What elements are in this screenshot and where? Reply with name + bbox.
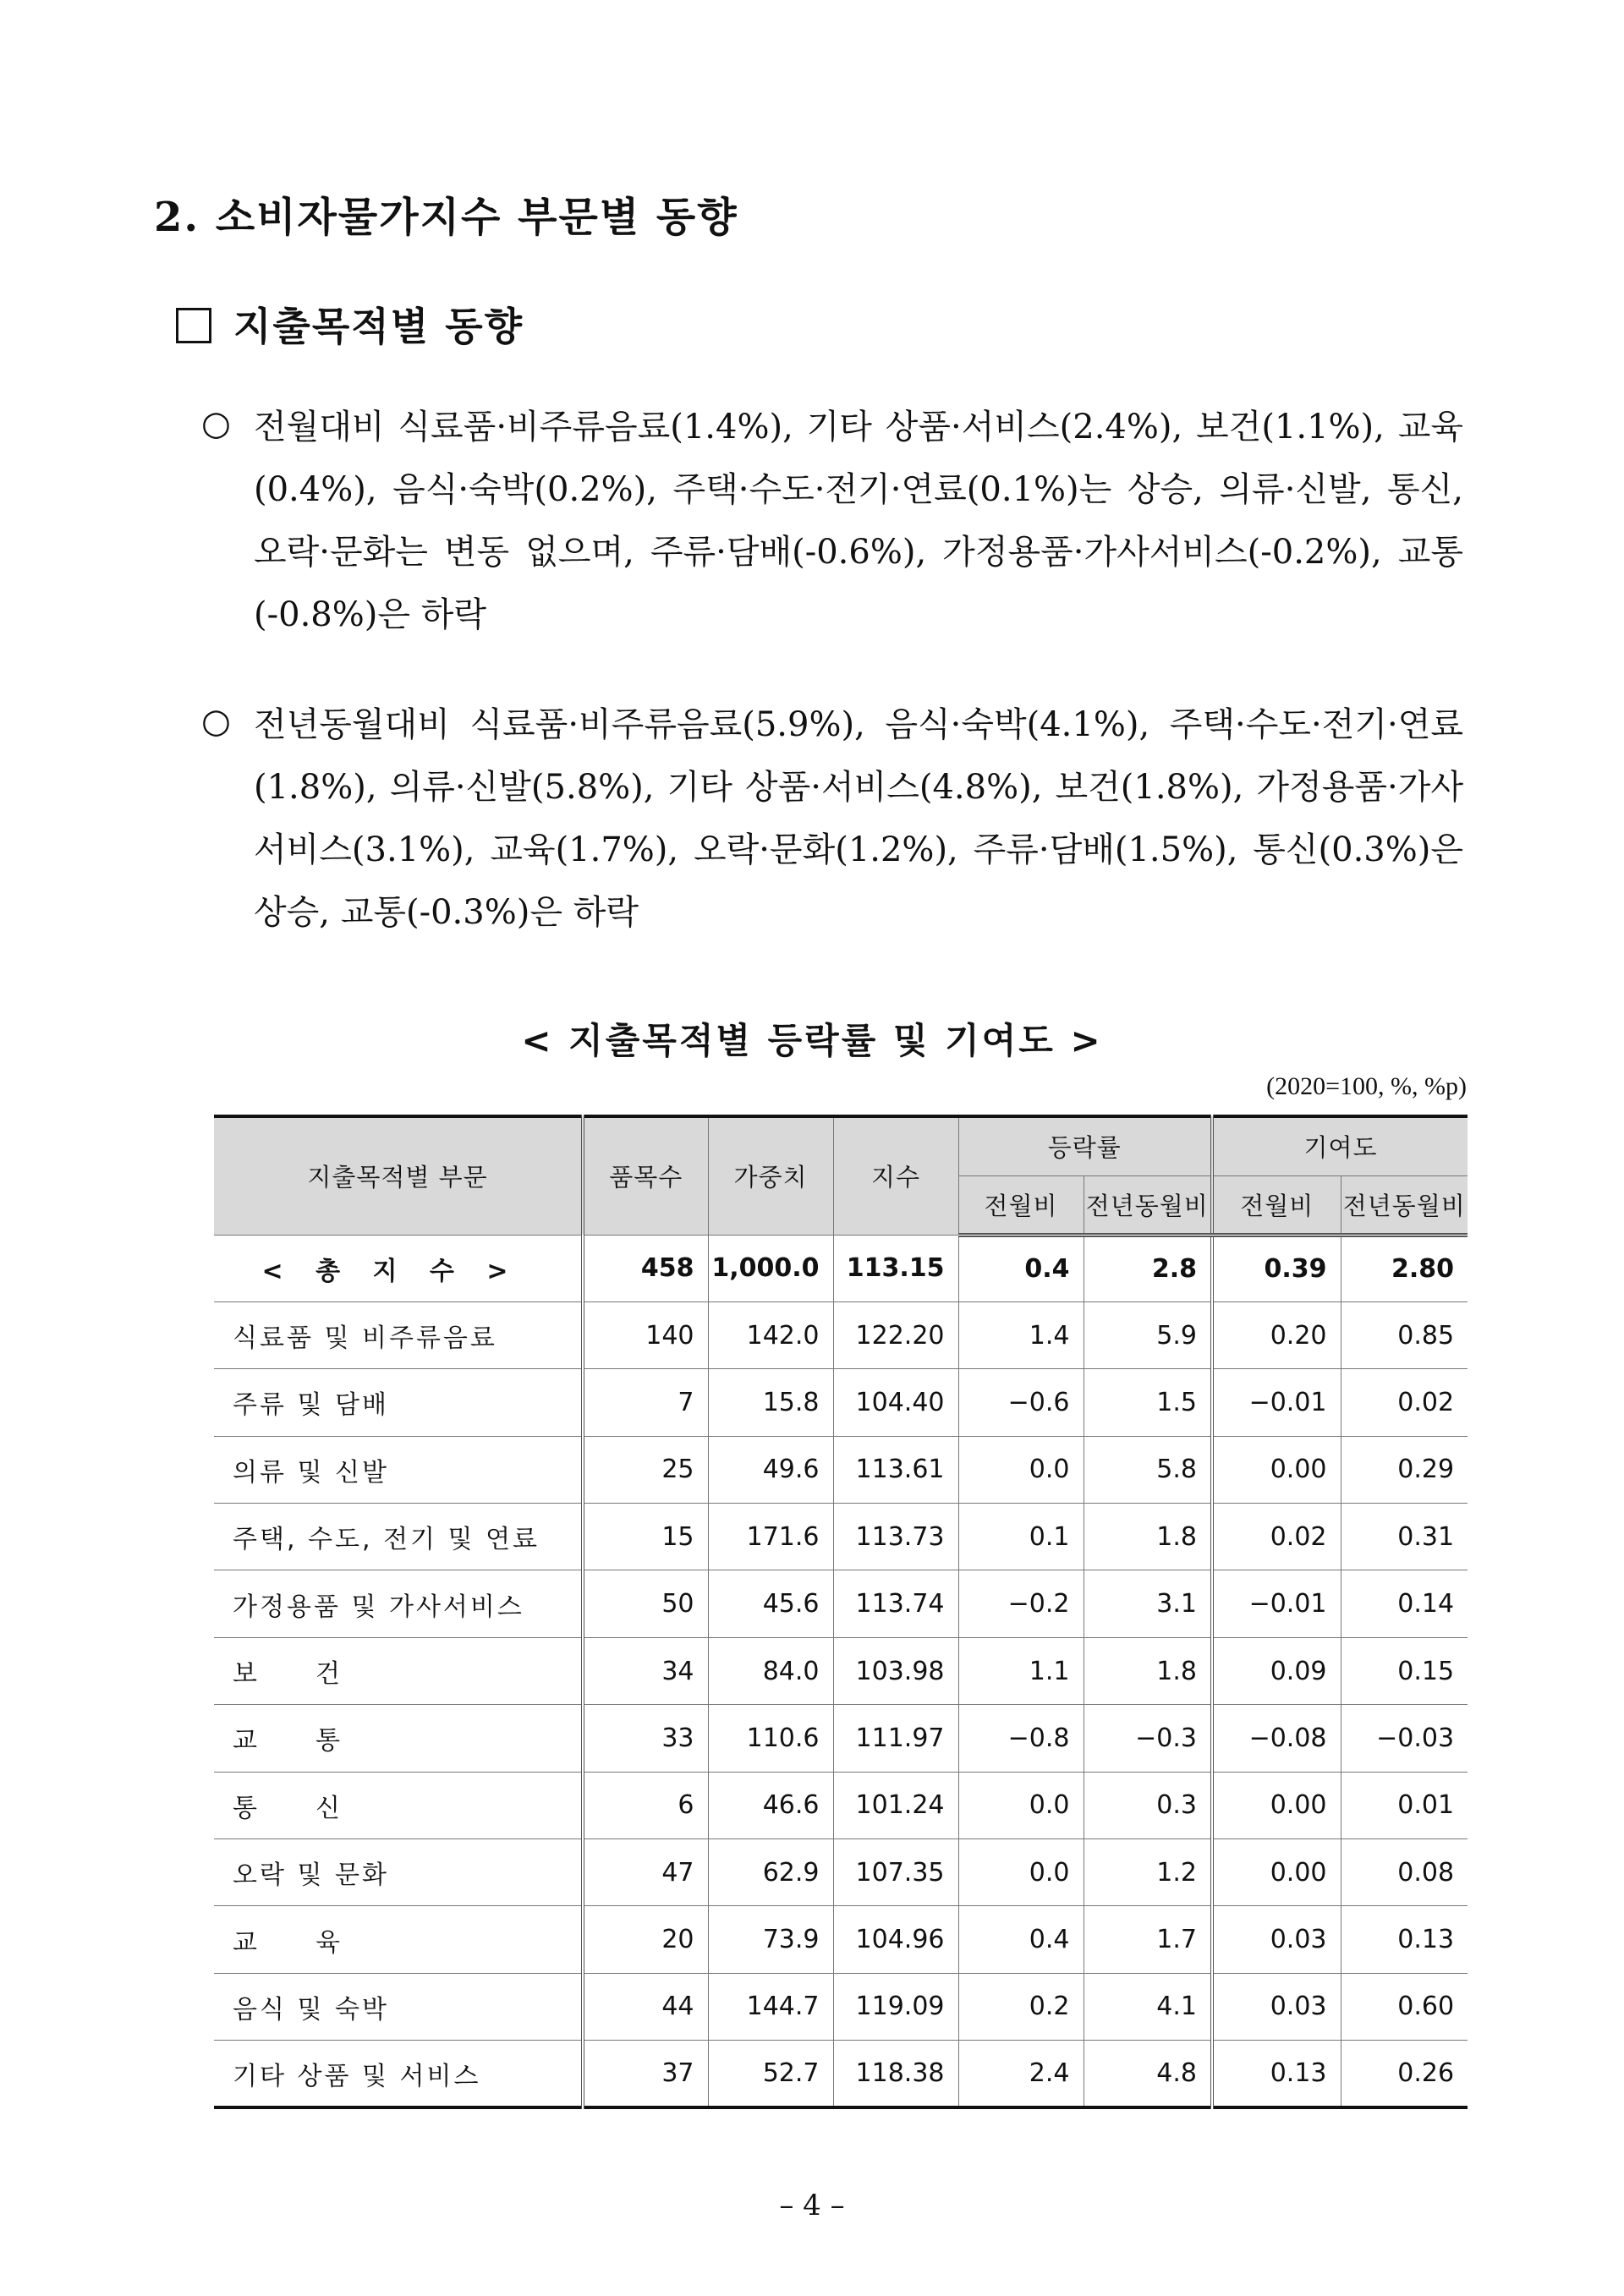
page-number: – 4 – <box>779 2189 845 2222</box>
cell-index: 119.09 <box>833 1973 958 2040</box>
header-contribution: 기여도 <box>1212 1116 1468 1175</box>
cell-weight: 73.9 <box>708 1906 833 1973</box>
table-row-total <box>214 1235 1468 1301</box>
cell-contrib-mom: −0.01 <box>1212 1570 1341 1637</box>
cell-contrib-yoy: 0.13 <box>1341 1906 1468 1973</box>
table-row <box>214 1369 1468 1436</box>
cell-weight: 144.7 <box>708 1973 833 2040</box>
paragraph-mom: 전월대비 식료품·비주류음료(1.4%), 기타 상품·서비스(2.4%), 보건(1.1%), 교육(0.4%), 음식·숙박(0.2%), 주택·수도·전기·연료(0.1%)는 상승, 의류·신발, 통신, 오락·문화는 변동 없으며, 주류·담배(-0.6%), 가정용품·가사서비스(-0.2%), 교통(-0.8%)은 하락 <box>254 408 1463 634</box>
cell-name: 교 통 <box>214 1705 583 1772</box>
cell-contrib-mom: 0.02 <box>1212 1504 1341 1570</box>
cell-contrib-mom: 0.00 <box>1212 1436 1341 1503</box>
cell-name: 교 육 <box>214 1906 583 1973</box>
cell-rate-mom: 0.0 <box>958 1772 1084 1838</box>
cell-contrib-mom: 0.03 <box>1212 1906 1341 1973</box>
header-rate-yoy: 전년동월비 <box>1084 1175 1212 1235</box>
cell-items: 7 <box>583 1369 708 1436</box>
cell-items: 47 <box>583 1839 708 1906</box>
paragraph-yoy: 전년동월대비 식료품·비주류음료(5.9%), 음식·숙박(4.1%), 주택·수도·전기·연료(1.8%), 의류·신발(5.8%), 기타 상품·서비스(4.8%), 보건(1.8%), 가정용품·가사서비스(3.1%), 교육(1.7%), 오락·문화(1.2%), 주류·담배(1.5%), 통신(0.3%)은 상승, 교통(-0.3%)은 하락 <box>254 705 1463 932</box>
cell-name: 주류 및 담배 <box>214 1369 583 1436</box>
table-row <box>214 1839 1468 1906</box>
cell-rate-yoy: 1.7 <box>1084 1906 1212 1973</box>
cell-name: 주택, 수도, 전기 및 연료 <box>214 1504 583 1570</box>
cell-contrib-yoy: 2.80 <box>1341 1235 1468 1301</box>
cell-contrib-yoy: 0.08 <box>1341 1839 1468 1906</box>
cell-contrib-mom: 0.09 <box>1212 1637 1341 1704</box>
cell-items: 6 <box>583 1772 708 1838</box>
cell-rate-mom: 0.0 <box>958 1436 1084 1503</box>
cell-weight: 84.0 <box>708 1637 833 1704</box>
cell-contrib-yoy: 0.14 <box>1341 1570 1468 1637</box>
table-row <box>214 1705 1468 1772</box>
cell-contrib-mom: −0.01 <box>1212 1369 1341 1436</box>
header-rate-mom: 전월비 <box>958 1175 1084 1235</box>
cell-contrib-yoy: −0.03 <box>1341 1705 1468 1772</box>
cell-rate-yoy: 4.8 <box>1084 2041 1212 2107</box>
header-change-rate: 등락률 <box>958 1116 1212 1175</box>
cell-index: 104.40 <box>833 1369 958 1436</box>
cell-weight: 46.6 <box>708 1772 833 1838</box>
header-contrib-yoy: 전년동월비 <box>1341 1175 1468 1235</box>
cell-rate-mom: −0.6 <box>958 1369 1084 1436</box>
table-row <box>214 1973 1468 2040</box>
cell-name: 통 신 <box>214 1772 583 1838</box>
cell-contrib-yoy: 0.15 <box>1341 1637 1468 1704</box>
header-weight: 가중치 <box>708 1116 833 1235</box>
table-row <box>214 1301 1468 1368</box>
cell-contrib-mom: 0.00 <box>1212 1772 1341 1838</box>
cell-rate-mom: 1.4 <box>958 1301 1084 1368</box>
table-caption: < 지출목적별 등락률 및 기여도 > <box>521 1020 1103 1061</box>
cell-index: 107.35 <box>833 1839 958 1906</box>
cell-rate-yoy: 1.5 <box>1084 1369 1212 1436</box>
cell-weight: 49.6 <box>708 1436 833 1503</box>
cell-contrib-yoy: 0.02 <box>1341 1369 1468 1436</box>
cell-rate-mom: 0.1 <box>958 1504 1084 1570</box>
cell-contrib-mom: 0.39 <box>1212 1235 1341 1301</box>
cell-rate-yoy: 1.8 <box>1084 1637 1212 1704</box>
cell-contrib-yoy: 0.01 <box>1341 1772 1468 1838</box>
cell-rate-yoy: 1.2 <box>1084 1839 1212 1906</box>
cell-rate-mom: 0.0 <box>958 1839 1084 1906</box>
cell-contrib-yoy: 0.31 <box>1341 1504 1468 1570</box>
cell-weight: 1,000.0 <box>708 1235 833 1301</box>
cell-name: 가정용품 및 가사서비스 <box>214 1570 583 1637</box>
cell-rate-yoy: 5.8 <box>1084 1436 1212 1503</box>
cell-contrib-yoy: 0.29 <box>1341 1436 1468 1503</box>
cell-rate-mom: 1.1 <box>958 1637 1084 1704</box>
cell-items: 15 <box>583 1504 708 1570</box>
cell-index: 104.96 <box>833 1906 958 1973</box>
header-index: 지수 <box>833 1116 958 1235</box>
cell-rate-yoy: 5.9 <box>1084 1301 1212 1368</box>
cell-contrib-yoy: 0.26 <box>1341 2041 1468 2107</box>
cell-rate-yoy: 2.8 <box>1084 1235 1212 1301</box>
cell-rate-mom: 0.2 <box>958 1973 1084 2040</box>
table-row <box>214 1436 1468 1503</box>
table-row <box>214 1772 1468 1838</box>
cell-rate-yoy: 4.1 <box>1084 1973 1212 2040</box>
cell-items: 44 <box>583 1973 708 2040</box>
subsection-title: 지출목적별 동향 <box>233 304 524 349</box>
cell-name: 의류 및 신발 <box>214 1436 583 1503</box>
bullet-circle-icon: ○ <box>201 404 231 443</box>
cell-index: 101.24 <box>833 1772 958 1838</box>
cell-items: 25 <box>583 1436 708 1503</box>
cell-weight: 45.6 <box>708 1570 833 1637</box>
cell-index: 122.20 <box>833 1301 958 1368</box>
cell-items: 33 <box>583 1705 708 1772</box>
table-row <box>214 1637 1468 1704</box>
cell-rate-yoy: 1.8 <box>1084 1504 1212 1570</box>
cell-contrib-yoy: 0.60 <box>1341 1973 1468 2040</box>
table-unit: (2020=100, %, %p) <box>1266 1072 1467 1100</box>
subsection-heading <box>176 296 524 352</box>
table-row <box>214 1570 1468 1637</box>
header-category: 지출목적별 부문 <box>214 1116 583 1235</box>
cell-name: 보 건 <box>214 1637 583 1704</box>
cell-weight: 62.9 <box>708 1839 833 1906</box>
cell-weight: 52.7 <box>708 2041 833 2107</box>
cell-weight: 142.0 <box>708 1301 833 1368</box>
cell-index: 113.74 <box>833 1570 958 1637</box>
cell-index: 118.38 <box>833 2041 958 2107</box>
cell-name: 음식 및 숙박 <box>214 1973 583 2040</box>
cell-name: < 총 지 수 > <box>214 1235 583 1301</box>
cell-name: 식료품 및 비주류음료 <box>214 1301 583 1368</box>
cell-weight: 15.8 <box>708 1369 833 1436</box>
table-row <box>214 2041 1468 2107</box>
cell-index: 113.73 <box>833 1504 958 1570</box>
cell-items: 458 <box>583 1235 708 1301</box>
bullet-circle-icon: ○ <box>201 702 231 741</box>
cell-weight: 110.6 <box>708 1705 833 1772</box>
cell-rate-mom: −0.8 <box>958 1705 1084 1772</box>
cell-rate-mom: 0.4 <box>958 1235 1084 1301</box>
cell-name: 기타 상품 및 서비스 <box>214 2041 583 2107</box>
cell-contrib-mom: 0.13 <box>1212 2041 1341 2107</box>
checkbox-square-icon <box>176 308 211 343</box>
cell-rate-mom: 2.4 <box>958 2041 1084 2107</box>
table-row <box>214 1504 1468 1570</box>
cell-weight: 171.6 <box>708 1504 833 1570</box>
table-row <box>214 1906 1468 1973</box>
cell-rate-mom: 0.4 <box>958 1906 1084 1973</box>
cell-index: 113.15 <box>833 1235 958 1301</box>
cell-name: 오락 및 문화 <box>214 1839 583 1906</box>
cell-contrib-yoy: 0.85 <box>1341 1301 1468 1368</box>
expenditure-table <box>214 1115 1468 2109</box>
cell-index: 111.97 <box>833 1705 958 1772</box>
cell-index: 113.61 <box>833 1436 958 1503</box>
cell-contrib-mom: 0.20 <box>1212 1301 1341 1368</box>
cell-items: 37 <box>583 2041 708 2107</box>
cell-items: 34 <box>583 1637 708 1704</box>
cell-rate-mom: −0.2 <box>958 1570 1084 1637</box>
header-contrib-mom: 전월비 <box>1212 1175 1341 1235</box>
cell-items: 140 <box>583 1301 708 1368</box>
header-items: 품목수 <box>583 1116 708 1235</box>
cell-rate-yoy: 0.3 <box>1084 1772 1212 1838</box>
cell-contrib-mom: 0.00 <box>1212 1839 1341 1906</box>
cell-items: 50 <box>583 1570 708 1637</box>
section-title: 2. 소비자물가지수 부문별 동향 <box>154 194 738 241</box>
cell-rate-yoy: −0.3 <box>1084 1705 1212 1772</box>
cell-index: 103.98 <box>833 1637 958 1704</box>
cell-contrib-mom: −0.08 <box>1212 1705 1341 1772</box>
cell-rate-yoy: 3.1 <box>1084 1570 1212 1637</box>
cell-contrib-mom: 0.03 <box>1212 1973 1341 2040</box>
cell-items: 20 <box>583 1906 708 1973</box>
